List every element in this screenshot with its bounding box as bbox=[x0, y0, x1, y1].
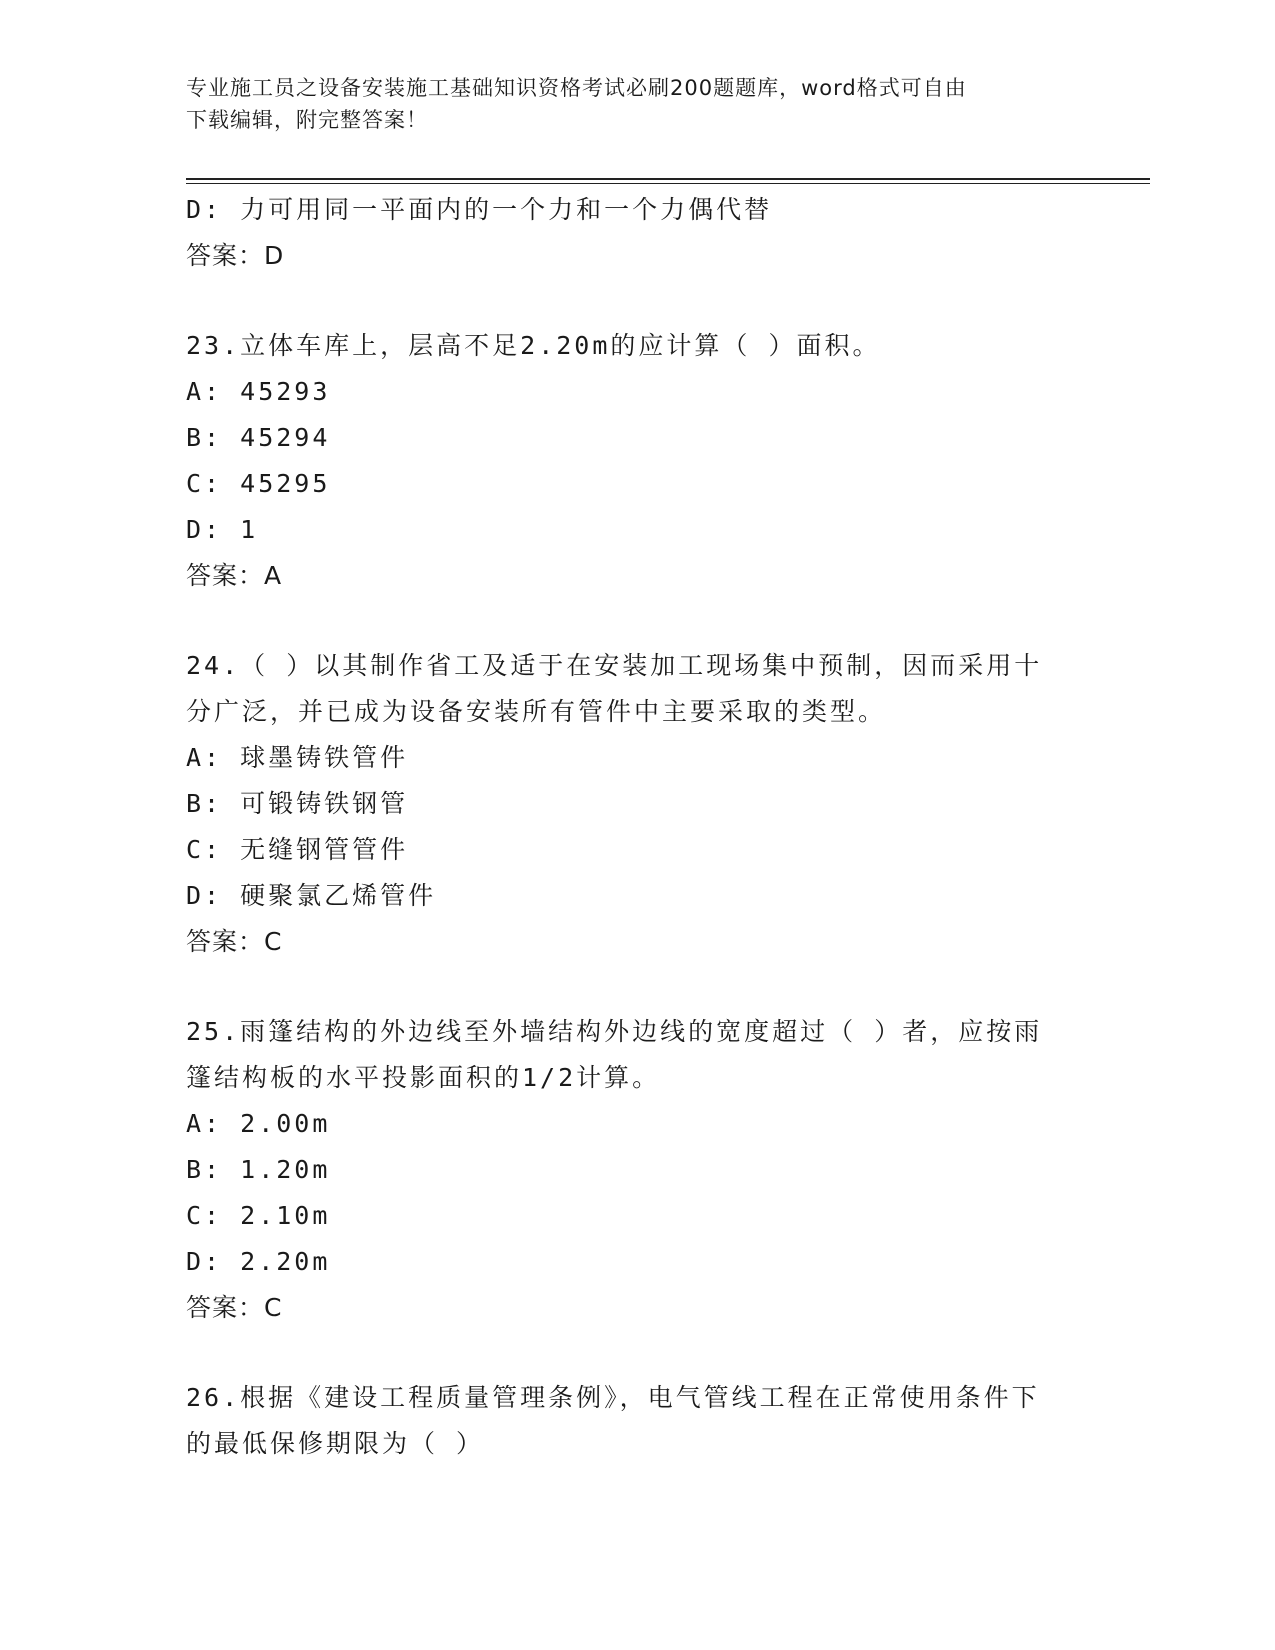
question-stem-line-2: 分广泛，并已成为设备安装所有管件中主要采取的类型。 bbox=[186, 697, 887, 726]
option-c: C: 45295 bbox=[186, 469, 331, 498]
answer: 答案：D bbox=[186, 241, 285, 270]
option-b: B: 1.20m bbox=[186, 1155, 331, 1184]
question-stem-line-2: 的最低保修期限为（ ） bbox=[186, 1429, 485, 1458]
option-c: C: 2.10m bbox=[186, 1201, 331, 1230]
answer: 答案：A bbox=[186, 561, 283, 590]
option-a: A: 球墨铸铁管件 bbox=[186, 743, 409, 772]
question-26 bbox=[186, 1375, 1086, 1467]
header-divider-thin bbox=[186, 183, 1150, 184]
question-stem-line-1: 26.根据《建设工程质量管理条例》，电气管线工程在正常使用条件下 bbox=[186, 1383, 1040, 1412]
header-title-line-2: 下载编辑，附完整答案！ bbox=[186, 108, 428, 132]
option-d: D: 硬聚氯乙烯管件 bbox=[186, 881, 437, 910]
header-title-line-1: 专业施工员之设备安装施工基础知识资格考试必刷200题题库，word格式可自由 bbox=[186, 76, 967, 100]
option-c: C: 无缝钢管管件 bbox=[186, 835, 409, 864]
option-b: B: 可锻铸铁钢管 bbox=[186, 789, 409, 818]
option-a: A: 45293 bbox=[186, 377, 331, 406]
question-22-tail bbox=[186, 187, 1086, 279]
answer: 答案：C bbox=[186, 927, 283, 956]
answer: 答案：C bbox=[186, 1293, 283, 1322]
option-d: D: 1 bbox=[186, 515, 259, 544]
document-header bbox=[186, 72, 1086, 136]
option-b: B: 45294 bbox=[186, 423, 331, 452]
question-stem: 23.立体车库上，层高不足2.20m的应计算（ ）面积。 bbox=[186, 331, 881, 360]
question-list bbox=[186, 187, 1086, 1467]
question-24 bbox=[186, 643, 1086, 965]
question-stem-line-1: 25.雨篷结构的外边线至外墙结构外边线的宽度超过（ ）者，应按雨 bbox=[186, 1017, 1043, 1046]
question-stem-line-1: 24.（ ）以其制作省工及适于在安装加工现场集中预制，因而采用十 bbox=[186, 651, 1043, 680]
option-d: D: 2.20m bbox=[186, 1247, 331, 1276]
option-d: D: 力可用同一平面内的一个力和一个力偶代替 bbox=[186, 195, 773, 224]
option-a: A: 2.00m bbox=[186, 1109, 331, 1138]
header-divider-thick bbox=[186, 178, 1150, 180]
question-25 bbox=[186, 1009, 1086, 1331]
question-23 bbox=[186, 323, 1086, 599]
question-stem-line-2: 篷结构板的水平投影面积的1/2计算。 bbox=[186, 1063, 661, 1092]
